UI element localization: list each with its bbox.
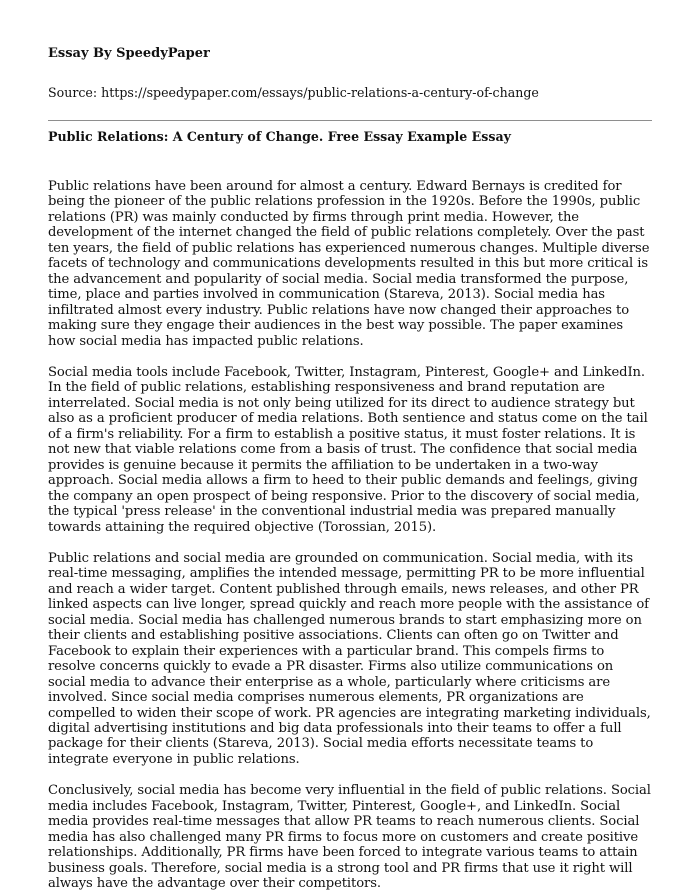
paragraph-1: Public relations have been around for almost a century. Edward Bernays is credited for being the pioneer of the public relations profession in the 1920s. Before the 1990s, public relations (PR) was mainly conducted by firms through print media. However, the development of the internet changed the field of public relations completely. Over the past ten years, the field of public relations has experienced numerous changes. Multiple diverse facets of technology and communications developments resulted in this but more critical is the advancement and popularity of social media. Social media transformed the purpose, time, place and parties involved in communication (Stareva, 2013). Social media has infiltrated almost every industry. Public relations have now changed their approaches to making sure they engage their audiences in the best way possible. The paper examines how social media has impacted public relations. xyxy=(48,179,650,349)
essay-brand-heading: Essay By SpeedyPaper xyxy=(48,46,210,61)
header-divider xyxy=(48,120,652,121)
paragraph-2: Social media tools include Facebook, Twitter, Instagram, Pinterest, Google+ and LinkedIn. In the field of public relations, establishing responsiveness and brand reputation are interrelated. Social media is not only being utilized for its direct to audience strategy but also as a proficient producer of media relations. Both sentience and status come on the tail of a firm's reliability. For a firm to establish a positive status, it must foster relations. It is not new that viable relations come from a basis of trust. The confidence that social media provides is genuine because it permits the affiliation to be undertaken in a two-way approach. Social media allows a firm to heed to their public demands and feelings, giving the company an open prospect of being responsive. Prior to the discovery of social media, the typical 'press release' in the conventional industrial media was prepared manually towards attaining the required objective (Torossian, 2015). xyxy=(48,364,648,535)
essay-body xyxy=(48,179,652,891)
essay-title: Public Relations: A Century of Change. Free Essay Example Essay xyxy=(48,129,511,144)
paragraph-3: Public relations and social media are grounded on communication. Social media, with its real-time messaging, amplifies the intended message, permitting PR to be more influential and reach a wider target. Content published through emails, news releases, and other PR linked aspects can live longer, spread quickly and reach more people with the assistance of social media. Social media has challenged numerous brands to start emphasizing more on their clients and establishing positive associations. Clients can often go on Twitter and Facebook to explain their experiences with a particular brand. This compels firms to resolve concerns quickly to evade a PR disaster. Firms also utilize communications on social media to advance their enterprise as a whole, particularly where criticisms are involved. Since social media comprises numerous elements, PR organizations are compelled to widen their scope of work. PR agencies are integrating marketing individuals, digital advertising institutions and big data professionals into their teams to offer a full package for their clients (Stareva, 2013). Social media efforts necessitate teams to integrate everyone in public relations. xyxy=(48,550,651,767)
source-line: Source: https://speedypaper.com/essays/public-relations-a-century-of-change xyxy=(48,85,539,100)
paragraph-4: Conclusively, social media has become very influential in the field of public relations. Social media includes Facebook, Instagram, Twitter, Pinterest, Google+, and LinkedIn. Social media provides real-time messages that allow PR teams to reach numerous clients. Social media has also challenged many PR firms to focus more on customers and create positive relationships. Additionally, PR firms have been forced to integrate various teams to attain business goals. Therefore, social media is a strong tool and PR firms that use it right will always have the advantage over their competitors. xyxy=(48,783,651,891)
